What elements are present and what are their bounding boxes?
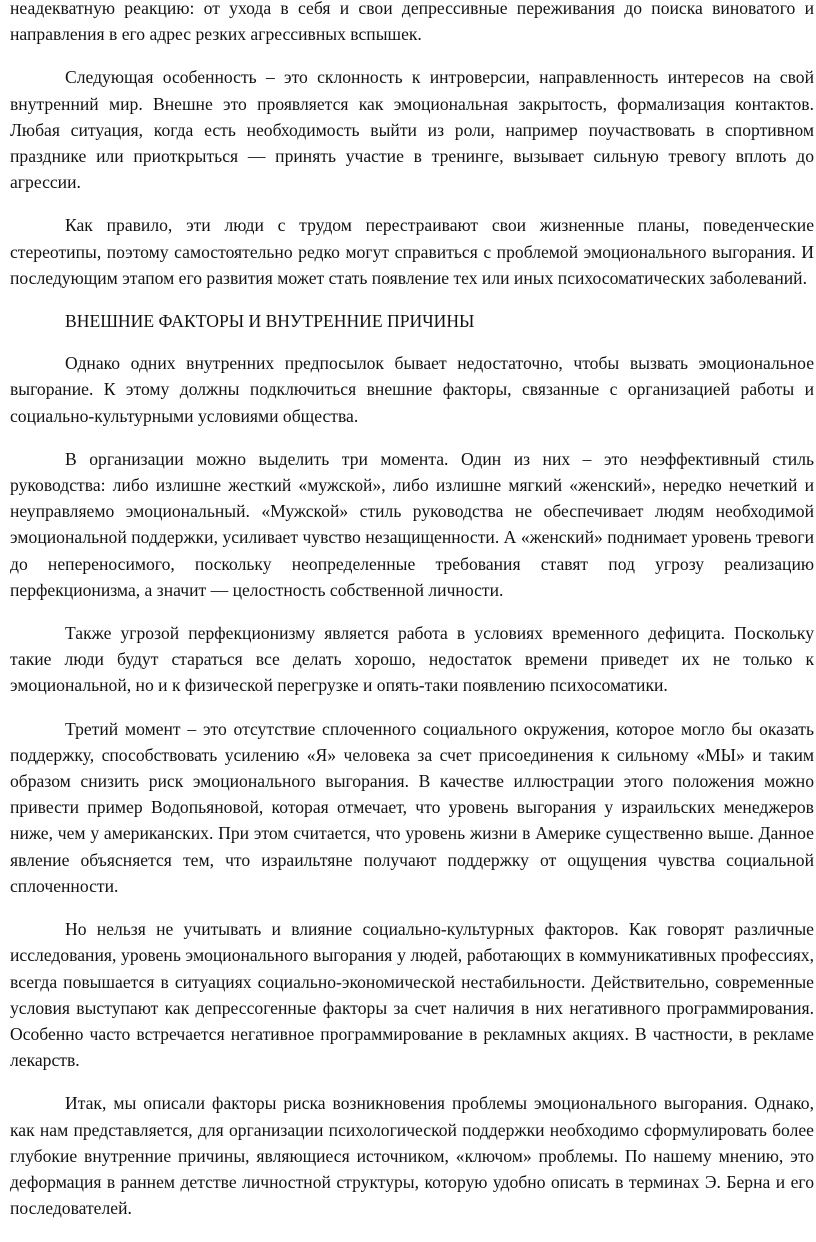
paragraph-social-environment: Третий момент – это отсутствие сплоченного социального окружения, которое могло бы оказать поддержку, способствовать усилению «Я» человека за счет присоединения к сильному «МЫ» и таким образом снизить риск эмоционального выгорания. В качестве иллюстрации этого положения можно привести пример Водопьяновой, которая отмечает, что уровень выгорания у израильских менеджеров ниже, чем у американских. При этом считается, что уровень жизни в Америке существенно выше. Данное явление объясняется тем, что израильтяне получают поддержку от ощущения чувства социальной сплоченности.	[10, 718, 814, 896]
paragraph-external-factors: Однако одних внутренних предпосылок бывает недостаточно, чтобы вызвать эмоциональное выгорание. К этому должны подключиться внешние факторы, связанные с организацией работы и социально-культурными условиями общества.	[10, 353, 814, 426]
paragraph-time-deficit: Также угрозой перфекционизму является работа в условиях временного дефицита. Поскольку такие люди будут стараться все делать хорошо, недостаток времени приведет их не только к эмоциональной, но и к физической перегрузке и опять-таки появлению психосоматики.	[10, 623, 814, 696]
paragraph-life-plans: Как правило, эти люди с трудом перестраивают свои жизненные планы, поведенческие стереотипы, поэтому самостоятельно редко могут справиться с проблемой эмоционального выгорания. И последующим этапом его развития может стать появление тех или иных психосоматических заболеваний.	[10, 215, 814, 288]
paragraph-conclusion: Итак, мы описали факторы риска возникновения проблемы эмоционального выгорания. Однако, как нам представляется, для организации психологической поддержки необходимо сформулировать более глубокие внутренние причины, являющиеся источником, «ключом» проблемы. По нашему мнению, это деформация в раннем детстве личностной структуры, которую удобно описать в терминах Э. Берна и его последователей.	[10, 1093, 814, 1219]
paragraph-sociocultural: Но нельзя не учитывать и влияние социально-культурных факторов. Как говорят различные исследования, уровень эмоционального выгорания у людей, работающих в коммуникативных профессиях, всегда повышается в ситуациях социально-экономической нестабильности. Действительно, современные условия выступают как депрессогенные факторы за счет наличия в них негативного программирования. Особенно часто встречается негативное программирование в рекламных акциях. В частности, в рекламе лекарств.	[10, 919, 814, 1071]
section-heading: ВНЕШНИЕ ФАКТОРЫ И ВНУТРЕННИЕ ПРИЧИНЫ	[65, 311, 475, 332]
paragraph-continuation: неадекватную реакцию: от ухода в себя и свои депрессивные переживания до поиска виноватого и направления в его адрес резких агрессивных вспышек.	[10, 0, 814, 45]
paragraph-introversion: Следующая особенность – это склонность к интроверсии, направленность интересов на свой внутренний мир. Внешне это проявляется как эмоциональная закрытость, формализация контактов. Любая ситуация, когда есть необходимость выйти из роли, например поучаствовать в спортивном празднике или приоткрыться — принять участие в тренинге, вызывает сильную тревогу вплоть до агрессии.	[10, 67, 814, 193]
paragraph-management-style: В организации можно выделить три момента. Один из них – это неэффективный стиль руководства: либо излишне жесткий «мужской», либо излишне мягкий «женский», нередко нечеткий и неуправляемо эмоциональный. «Мужской» стиль руководства не обеспечивает людям необходимой эмоциональной поддержки, усиливает чувство незащищенности. А «женский» поднимает уровень тревоги до непереносимого, поскольку неопределенные требования ставят под угрозу реализацию перфекционизма, а значит — целостность собственной личности.	[10, 448, 814, 600]
